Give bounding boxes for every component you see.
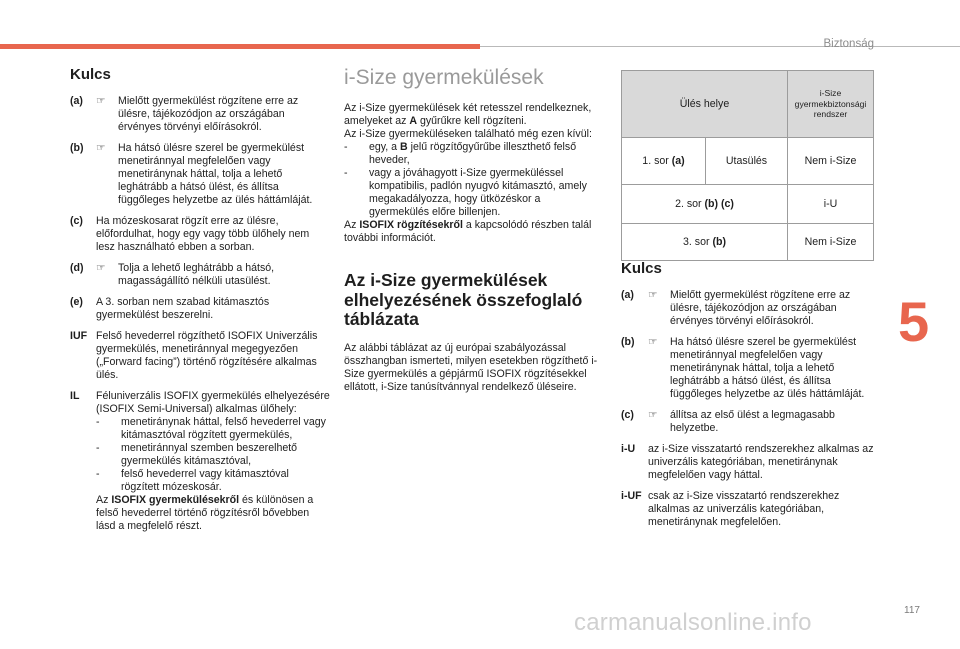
- table-cell-value: i-U: [788, 185, 874, 224]
- isize-placement-table: [621, 70, 874, 261]
- left-key-section: [70, 66, 330, 541]
- il-outro: Az ISOFIX gyermekülésekről és különösen a felső hevederrel történő rögzítésről bővebben lásd a megfelelő részt.: [96, 494, 314, 532]
- key-code: (b): [70, 142, 84, 154]
- dash-item: - felső hevederrel vagy kitámasztóval rögzített mózeskosár.: [96, 468, 289, 493]
- hand-pointer-icon: ☞: [96, 142, 106, 154]
- key-code: i-UF: [621, 490, 642, 502]
- il-intro: Féluniverzális ISOFIX gyermekülés elhelyezésére (ISOFIX Semi-Universal) alkalmas ülőhely:: [96, 390, 330, 415]
- table-cell-seat: Utasülés: [706, 138, 788, 185]
- right-key-section: [621, 260, 879, 537]
- key-code: (a): [621, 289, 634, 301]
- hand-pointer-icon: ☞: [96, 262, 106, 274]
- section-title: Biztonság: [823, 38, 874, 50]
- isize-paragraph-1: Az i-Size gyermekülések két retesszel rendelkeznek, amelyeket az A gyűrűkre kell rögzíteni.: [344, 102, 592, 127]
- key-code: (a): [70, 95, 83, 107]
- chapter-number: 5: [898, 290, 930, 353]
- isize-paragraph-3: Az ISOFIX rögzítésekről a kapcsolódó részben talál további információt.: [344, 219, 592, 244]
- table-row: [622, 185, 874, 224]
- key-code: (c): [621, 409, 634, 421]
- key-item-iuf: [621, 490, 879, 529]
- key-code: i-U: [621, 443, 636, 455]
- key-item-iuf: [70, 330, 330, 382]
- summary-title: Az i-Size gyermekülések elhelyezésének összefoglaló táblázata: [344, 270, 583, 329]
- key-text: Ha mózeskosarat rögzít erre az ülésre, előfordulhat, hogy egy vagy több ülőhely nem lesz használható ebben a sorban.: [96, 215, 310, 253]
- key-code: (e): [70, 296, 83, 308]
- section-accent-bar: [0, 44, 480, 49]
- key-item-c: [621, 409, 879, 435]
- hand-pointer-icon: ☞: [648, 336, 658, 348]
- key-item-b: [621, 336, 879, 401]
- key-text-block: [96, 390, 330, 533]
- key-code: (c): [70, 215, 83, 227]
- key-item-c: [70, 215, 330, 254]
- key-text: Ha hátsó ülésre szerel be gyermekülést menetiránnyal megfelelően vagy menetiránynak háttal, tolja a lehető leghátrább a hátsó ülést, és állítsa függőleges helyzetbe az ülés háttámláját.: [670, 336, 865, 400]
- table-header-row: [622, 71, 874, 138]
- summary-text: Az alábbi táblázat az új európai szabályozással összhangban ismerteti, milyen esetekben rögzíthető i-Size gyermekülés a gépjármű ISOFIX rögzítésekkel ellátott, i-Size tanúsítvánnyal rendelkező üléseire.: [344, 341, 598, 393]
- key-code: IUF: [70, 330, 88, 342]
- table-header-seat: Ülés helye: [622, 71, 788, 138]
- key-text: Tolja a lehető leghátrább a hátsó, magasságállító nélküli utasülést.: [118, 262, 275, 287]
- dash-item: - vagy a jóváhagyott i-Size gyermeküléssel kompatibilis, padlón nyugvó kitámasztó, amely megakadályozza, hogy ütközéskor a gyermekülés előre billenjen.: [344, 167, 587, 218]
- key-item-b: [70, 142, 330, 207]
- table-cell-value: Nem i-Size: [788, 224, 874, 261]
- watermark: carmanualsonline.info: [574, 609, 812, 636]
- key-item-il: [70, 390, 330, 533]
- right-key-title: Kulcs: [621, 260, 662, 277]
- table-cell-row: 2. sor (b) (c): [622, 185, 788, 224]
- key-code: (b): [621, 336, 635, 348]
- key-item-iu: [621, 443, 879, 482]
- key-text: A 3. sorban nem szabad kitámasztós gyermekülést beszerelni.: [96, 296, 270, 321]
- key-text: az i-Size visszatartó rendszerekhez alkalmas az univerzális kategóriában, menetiránynak megfelelően vagy háttal.: [648, 443, 874, 481]
- table-row: [622, 138, 874, 185]
- isize-title: i-Size gyermekülések: [344, 66, 544, 89]
- dash-item: - menetiránynak háttal, felső hevederrel vagy kitámasztóval rögzített gyermekülés,: [96, 416, 326, 441]
- table-header-isize: i-Size gyermekbiztonsági rendszer: [788, 71, 874, 138]
- key-text: Ha hátsó ülésre szerel be gyermekülést menetiránnyal megfelelően vagy menetiránynak háttal, tolja a lehető leghátrább a hátsó ülést, és állítsa függőleges helyzetbe az ülés háttámláját.: [118, 142, 313, 206]
- table-cell-value: Nem i-Size: [788, 138, 874, 185]
- key-text: állítsa az első ülést a legmagasabb helyzetbe.: [670, 409, 835, 434]
- key-item-a: [621, 289, 879, 328]
- header-rule: [480, 46, 960, 47]
- key-item-e: [70, 296, 330, 322]
- key-text: csak az i-Size visszatartó rendszerekhez alkalmas az univerzális kategóriában, menetiránynak megfelelően.: [648, 490, 840, 528]
- key-code: (d): [70, 262, 84, 274]
- table-cell-row: 1. sor (a): [622, 138, 706, 185]
- page-number: 117: [904, 605, 920, 616]
- dash-item: - menetiránnyal szemben beszerelhető gyermekülés kitámasztóval,: [96, 442, 298, 467]
- table-row: [622, 224, 874, 261]
- key-text: Felső hevederrel rögzíthető ISOFIX Univerzális gyermekülés, menetiránnyal megegyezően („Forward facing”) történő rögzítésére alkalmas ülés.: [96, 330, 318, 381]
- isize-paragraph-2: Az i-Size gyermeküléseken található még ezen kívül:: [344, 128, 592, 140]
- key-text: Mielőtt gyermekülést rögzítene erre az ülésre, tájékozódjon az országában érvényes törvényi előírásokról.: [670, 289, 851, 327]
- key-text: Mielőtt gyermekülést rögzítene erre az ülésre, tájékozódjon az országában érvényes törvényi előírásokról.: [118, 95, 299, 133]
- table-cell-row: 3. sor (b): [622, 224, 788, 261]
- hand-pointer-icon: ☞: [96, 95, 106, 107]
- dash-item: - egy, a B jelű rögzítőgyűrűbe illeszthető felső heveder,: [344, 141, 577, 166]
- hand-pointer-icon: ☞: [648, 289, 658, 301]
- key-code: IL: [70, 390, 80, 402]
- hand-pointer-icon: ☞: [648, 409, 658, 421]
- key-item-d: [70, 262, 330, 288]
- isize-section: [344, 66, 600, 394]
- key-item-a: [70, 95, 330, 134]
- left-key-title: Kulcs: [70, 66, 111, 83]
